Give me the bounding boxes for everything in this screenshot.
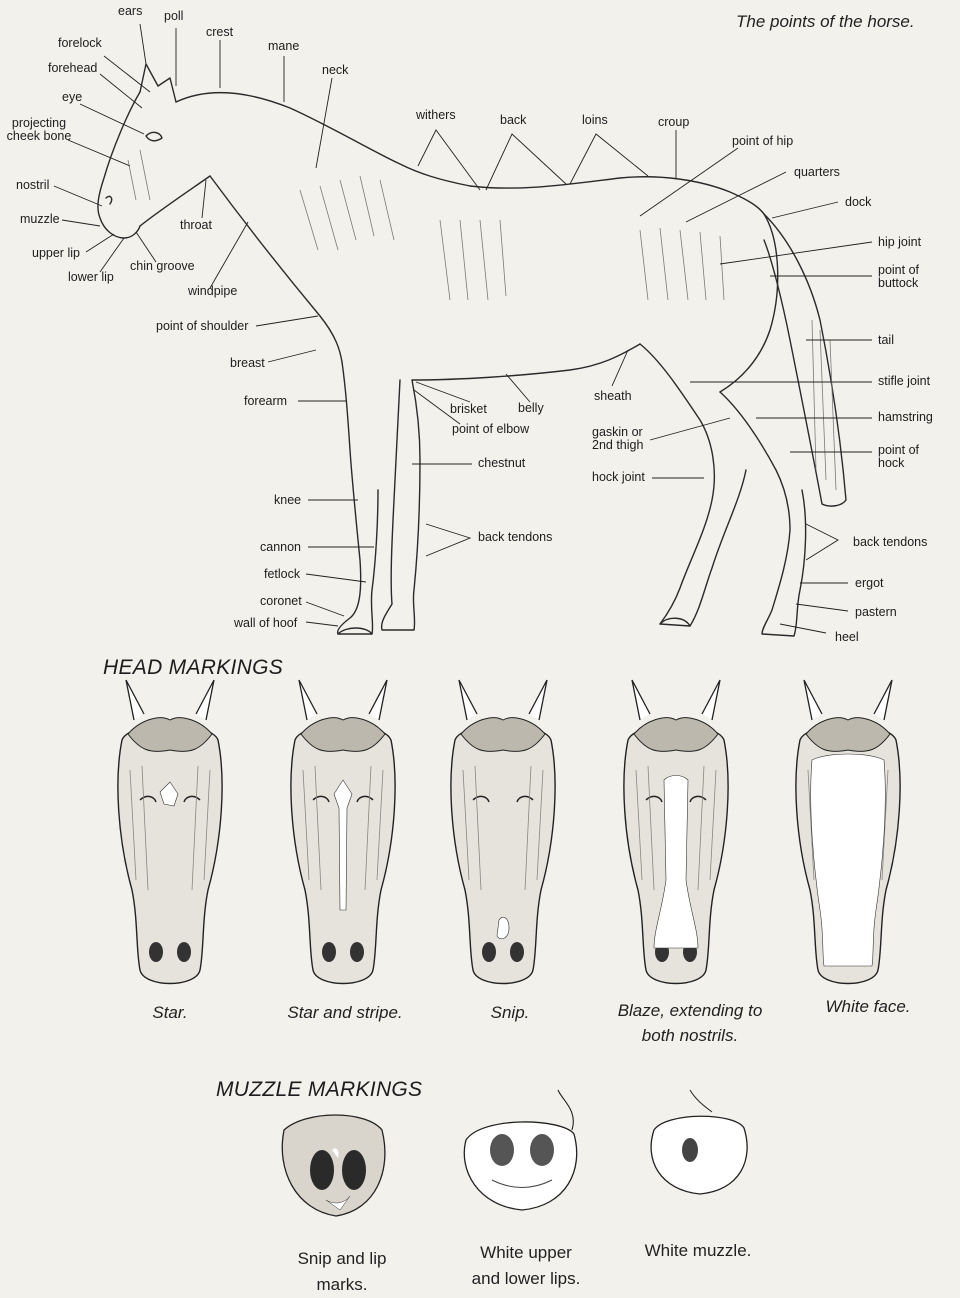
muzzle-snip-lip-marks	[282, 1115, 385, 1216]
horse-outline	[98, 64, 846, 636]
label-windpipe: windpipe	[188, 284, 238, 298]
label-croup: croup	[658, 115, 690, 129]
page-title: The points of the horse.	[736, 12, 915, 31]
label-chin-groove: chin groove	[130, 259, 195, 273]
label-forehead: forehead	[48, 61, 98, 75]
caption-snip: Snip.	[490, 1003, 530, 1022]
head-star-and-stripe	[291, 680, 395, 984]
label-wall-of-hoof: wall of hoof	[234, 616, 298, 630]
label-point-of-buttock: point of buttock	[878, 263, 920, 290]
label-back-tendons-hind: back tendons	[853, 535, 928, 549]
muzzle-markings-figures	[0, 1100, 960, 1230]
label-point-of-hip: point of hip	[732, 134, 794, 148]
label-knee: knee	[274, 493, 302, 507]
label-mane: mane	[268, 39, 300, 53]
label-heel: heel	[835, 630, 859, 644]
caption-snip-lip-marks: Snip and lip marks.	[297, 1249, 387, 1294]
label-gaskin: gaskin or 2nd thigh	[592, 425, 644, 452]
label-tail: tail	[878, 333, 894, 347]
label-projecting-cheek-bone: projecting cheek bone	[6, 116, 72, 143]
label-forelock: forelock	[58, 36, 102, 50]
muzzle-white-muzzle	[651, 1090, 747, 1194]
label-loins: loins	[582, 113, 608, 127]
label-dock: dock	[845, 195, 872, 209]
label-eye: eye	[62, 90, 83, 104]
caption-blaze: Blaze, extending to both nostrils.	[617, 1001, 763, 1045]
label-ears: ears	[118, 4, 143, 18]
label-brisket: brisket	[450, 402, 487, 416]
label-hamstring: hamstring	[878, 410, 933, 424]
label-upper-lip: upper lip	[32, 246, 80, 260]
label-hip-joint: hip joint	[878, 235, 922, 249]
label-ergot: ergot	[855, 576, 884, 590]
muzzle-markings-heading: MUZZLE MARKINGS	[216, 1078, 423, 1101]
caption-star-and-stripe: Star and stripe.	[287, 1003, 403, 1022]
label-poll: poll	[164, 9, 184, 23]
caption-white-lips: White upper and lower lips.	[471, 1243, 581, 1288]
label-back: back	[500, 113, 527, 127]
caption-white-face: White face.	[825, 997, 911, 1016]
label-point-of-hock: point of hock	[878, 443, 920, 470]
caption-star: Star.	[152, 1003, 188, 1022]
label-back-tendons-fore: back tendons	[478, 530, 553, 544]
label-sheath: sheath	[594, 389, 632, 403]
label-crest: crest	[206, 25, 234, 39]
label-cannon: cannon	[260, 540, 302, 554]
label-point-of-shoulder: point of shoulder	[156, 319, 249, 333]
head-star	[118, 680, 222, 984]
label-hock-joint: hock joint	[592, 470, 645, 484]
label-neck: neck	[322, 63, 349, 77]
head-markings-heading: HEAD MARKINGS	[103, 656, 284, 679]
label-lower-lip: lower lip	[68, 270, 114, 284]
label-belly: belly	[518, 401, 544, 415]
head-blaze	[624, 680, 728, 984]
label-fetlock: fetlock	[264, 567, 301, 581]
label-breast: breast	[230, 356, 265, 370]
head-white-face	[796, 680, 900, 984]
label-quarters: quarters	[794, 165, 840, 179]
label-point-of-elbow: point of elbow	[452, 422, 530, 436]
muzzle-white-upper-lower-lips	[464, 1090, 576, 1210]
label-coronet: coronet	[260, 594, 302, 608]
label-withers: withers	[416, 108, 456, 122]
label-muzzle: muzzle	[20, 212, 60, 226]
label-throat: throat	[180, 218, 212, 232]
head-snip	[451, 680, 555, 984]
label-stifle-joint: stifle joint	[878, 374, 931, 388]
caption-white-muzzle: White muzzle.	[644, 1241, 752, 1260]
label-chestnut: chestnut	[478, 456, 526, 470]
label-pastern: pastern	[855, 605, 897, 619]
label-nostril: nostril	[16, 178, 50, 192]
label-forearm: forearm	[244, 394, 288, 408]
